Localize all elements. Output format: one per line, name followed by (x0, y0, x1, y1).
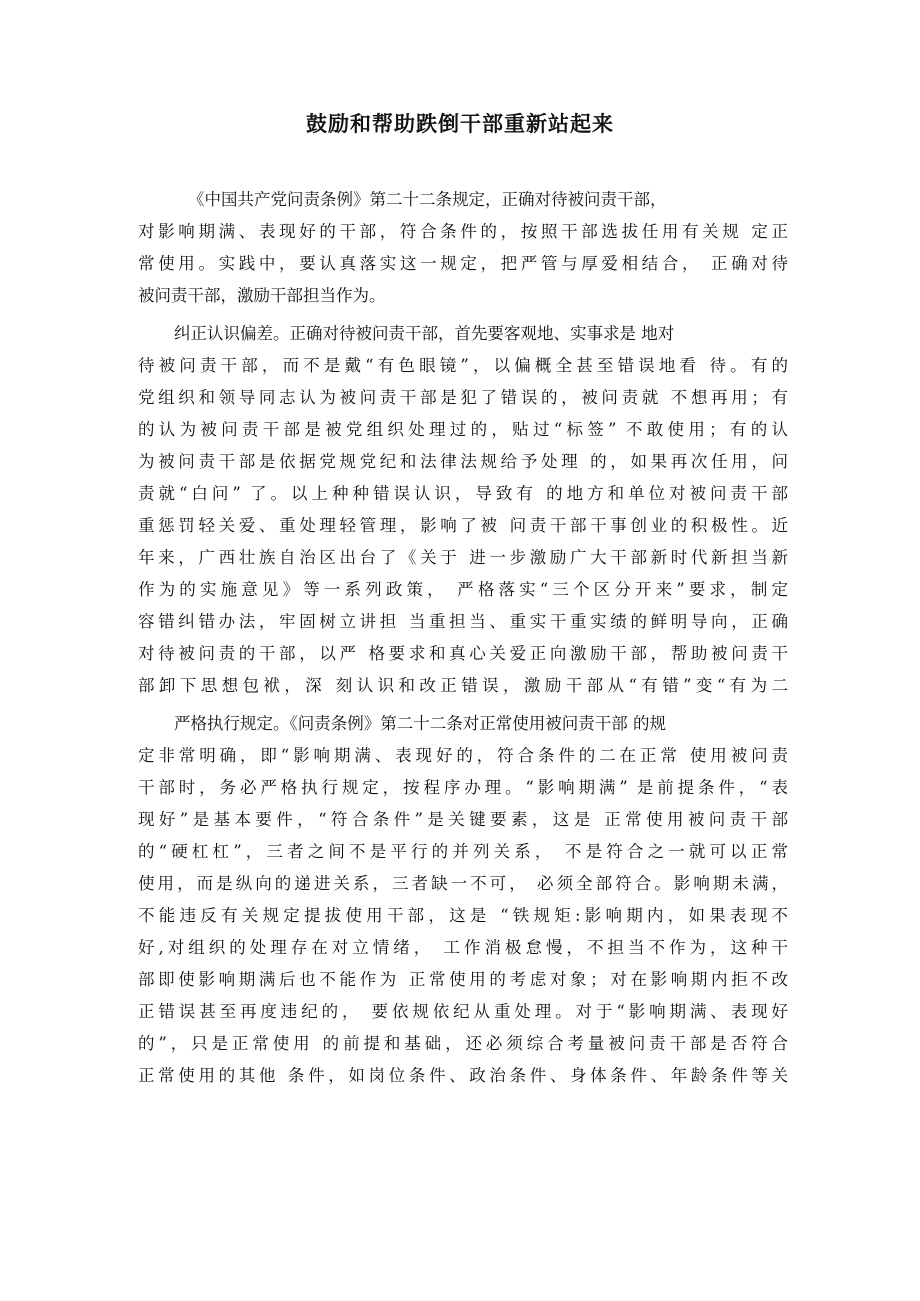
text-line: 《中国共产党问责条例》第二十二条规定，正确对待被问责干部， (188, 190, 667, 209)
text-line: 正常使用的其他 条件，如岗位条件、政治条件、身体条件、年龄条件等关 (138, 1066, 788, 1085)
text-line: 的”，只是正常使用 的前提和基础，还必须综合考量被问责干部是否符合 (138, 1034, 788, 1053)
text-line: 常使用。实践中，要认真落实这一规定，把严管与厚爱相结合， 正确对待 (138, 254, 788, 273)
text-line: 容错纠错办法，牢固树立讲担 当重担当、重实干重实绩的鲜明导向，正确 (138, 612, 788, 631)
text-line: 责就“白问” 了。以上种种错误认识，导致有 的地方和单位对被问责干部 (138, 484, 788, 503)
text-line: 使用，而是纵向的递进关系，三者缺一不可， 必须全部符合。影响期未满， (138, 874, 788, 893)
text-line: 干部时，务必严格执行规定，按程序办理。“影响期满” 是前提条件，“表 (138, 778, 788, 797)
text-line: 纠正认识偏差。正确对待被问责干部，首先要客观地、实事求是 地对 (174, 324, 675, 343)
text-line: 的“硬杠杠”，三者之间不是平行的并列关系， 不是符合之一就可以正常 (138, 842, 788, 861)
text-line: 部卸下思想包袱，深 刻认识和改正错误，激励干部从“有错”变“有为二 (138, 676, 788, 695)
text-line: 被问责干部，激励干部担当作为。 (138, 286, 386, 305)
text-line: 对影响期满、表现好的干部，符合条件的，按照干部选拔任用有关规 定正 (138, 222, 788, 241)
text-line: 部即使影响期满后也不能作为 正常使用的考虑对象；对在影响期内拒不改 (138, 970, 788, 989)
text-line: 作为的实施意见》等一系列政策， 严格落实“三个区分开来”要求，制定 (138, 580, 788, 599)
text-line: 好,对组织的处理存在对立情绪， 工作消极怠慢，不担当不作为，这种干 (138, 938, 788, 957)
text-line: 重惩罚轻关爱、重处理轻管理，影响了被 问责干部干事创业的积极性。近 (138, 516, 788, 535)
text-line: 为被问责干部是依据党规党纪和法律法规给予处理 的，如果再次任用，问 (138, 452, 788, 471)
text-line: 的认为被问责干部是被党组织处理过的，贴过“标签” 不敢使用；有的认 (138, 420, 788, 439)
text-line: 年来，广西壮族自治区出台了《关于 进一步激励广大干部新时代新担当新 (138, 548, 788, 567)
paragraph-1 (138, 184, 788, 312)
text-line: 不能违反有关规定提拔使用干部，这是 “铁规矩:影响期内，如果表现不 (138, 906, 788, 925)
text-line: 定非常明确，即“影响期满、表现好的，符合条件的二在正常 使用被问责 (138, 746, 788, 765)
document-body (138, 184, 788, 1098)
text-line: 待被问责干部，而不是戴“有色眼镜”，以偏概全甚至错误地看 待。有的 (138, 356, 788, 375)
text-line: 正错误甚至再度违纪的， 要依规依纪从重处理。对于“影响期满、表现好 (138, 1002, 788, 1021)
document-title: 鼓励和帮助跌倒干部重新站起来 (306, 112, 614, 136)
text-line: 党组织和领导同志认为被问责干部是犯了错误的，被问责就 不想再用；有 (138, 388, 788, 407)
text-line: 对待被问责的干部，以严 格要求和真心关爱正向激励干部，帮助被问责干 (138, 644, 788, 663)
text-line: 严格执行规定。《问责条例》第二十二条对正常使用被问责干部 的规 (174, 714, 666, 733)
paragraph-2 (138, 318, 788, 702)
paragraph-3 (138, 708, 788, 1092)
text-line: 现好”是基本要件，“符合条件”是关键要素，这是 正常使用被问责干部 (138, 810, 788, 829)
